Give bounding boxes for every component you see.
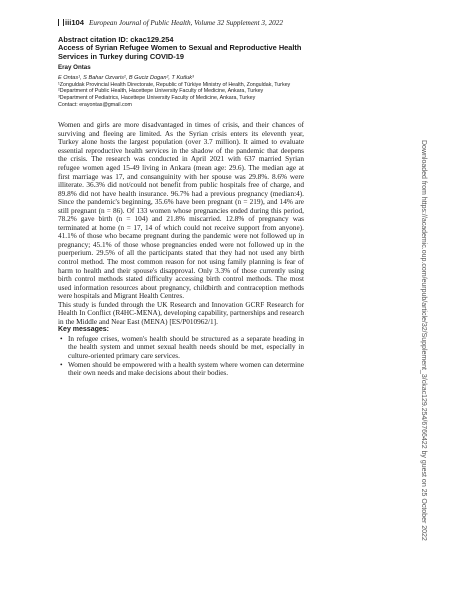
- affiliation-2: ²Department of Public Health, Hacettepe University Faculty of Medicine, Ankara, Turkey: [58, 88, 264, 95]
- journal-title: European Journal of Public Health, Volume 32 Supplement 3, 2022: [89, 19, 283, 27]
- author-list: E Ontas¹, S Bahar Ozvaris², B Guciz Dogan², T Kutluk³: [58, 74, 194, 81]
- key-messages-list: [58, 335, 304, 378]
- page-number: iii104: [65, 18, 84, 27]
- abstract-main-text: Women and girls are more disadvantaged in times of crisis, and their chances of surviving and fleeing are limited. As the Syrian crisis enters its eleventh year, Turkey alone hosts the largest population (over 3.7 million). It aimed to evaluate essential reproductive health services in the shadow of the pandemic that deepens the crisis. The research was conducted in April 2021 with 637 married Syrian refugee women aged 15-49 living in Ankara (mean age: 29.6). The median age at first marriage was 17, and consanguinity with her spouse was 29.8%. 8.6% were illiterate. 36.3% did not/could not benefit from public hospitals free of charge, and 89.8% did not have health insurance. 96.7% had a previous pregnancy (median:4). Since the pandemic's beginning, 35.6% have been pregnant (n = 219), and 14% are still pregnant (n = 86). Of 133 women whose pregnancies ended during this period, 78.2% gave birth (n = 104) and 21.8% miscarried. 12.8% of pregnancy was terminated at home (n = 17, 14 of which could not receive support from anyone). 41.1% of those who became pregnant during the pandemic were not followed up in pregnancy; 45.1% of those whose pregnancies ended were not followed up in the puerperium. 29.5% of all the participants stated that they had not used any birth control method. The most common reason for not using family planning is fear of harm to health and their spouse's disapproval. Only 3.3% of those currently using birth control methods stated difficulty accessing birth control methods. The most used information resources about pregnancy, childbirth and contraception methods were hospitals and Migrant Health Centres.: [58, 121, 304, 301]
- abstract-column: [58, 36, 304, 378]
- presenter-name: Eray Ontas: [58, 63, 91, 71]
- affiliation-3: ³Department of Pediatrics, Hacettepe University Faculty of Medicine, Ankara, Turkey: [58, 95, 256, 102]
- key-message-item: • In refugee crises, women's health should be structured as a separate heading in the health system and unmet sexual health needs should be met, especially in culture-oriented primary care services.: [68, 335, 304, 361]
- abstract-body: [58, 121, 304, 377]
- page-marker-icon: [58, 19, 64, 26]
- abstract-citation: Abstract citation ID: ckac129.254: [58, 35, 174, 44]
- key-message-item: • Women should be empowered with a health system where women can determine their own needs and make decisions about their bodies.: [68, 361, 304, 378]
- running-header: [58, 18, 283, 27]
- download-watermark: Downloaded from https://academic.oup.com/eurpub/article/32/Supplement_3/ckac129.254/6766422 by guest on 25 October 2022: [420, 140, 427, 541]
- contact-email: Contact: erayontas@gmail.com: [58, 101, 132, 108]
- funding-statement: This study is funded through the UK Research and Innovation GCRF Research for Health In Conflict (R4HC-MENA), developing capability, partnerships and research in the Middle and Near East (MENA) [ES/P010962/1].: [58, 300, 304, 326]
- key-messages-heading: Key messages:: [58, 326, 109, 334]
- affiliation-1: ¹Zonguldak Provincial Health Directorate, Republic of Türkiye Ministry of Health, Zonguldak, Turkey: [58, 81, 291, 88]
- abstract-title: Access of Syrian Refugee Women to Sexual and Reproductive Health Services in Turkey during COVID-19: [58, 43, 302, 61]
